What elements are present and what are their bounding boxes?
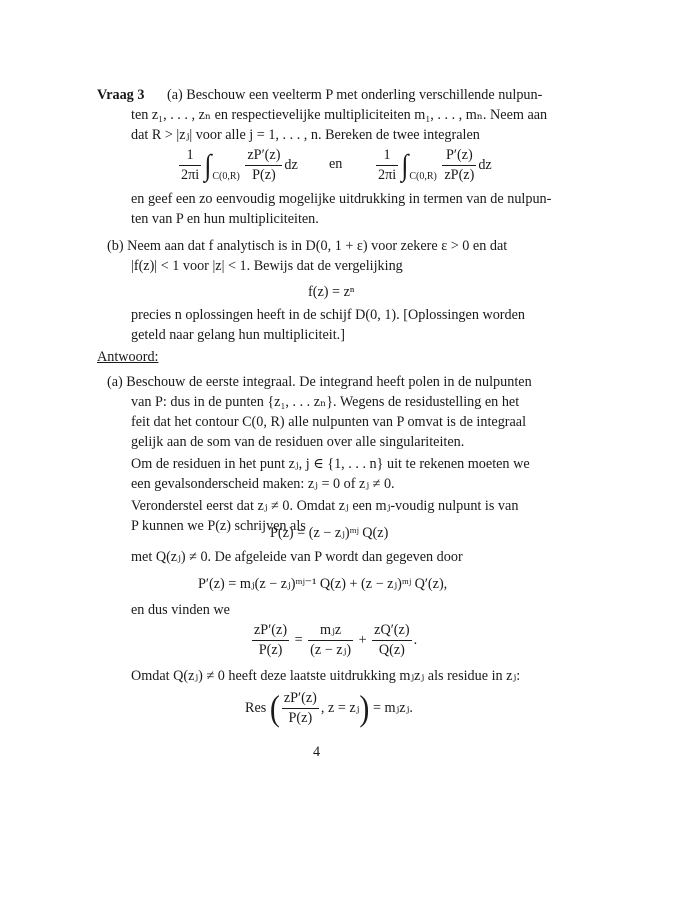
- question-a-after-2: ten van P en hun multipliciteiten.: [131, 211, 319, 227]
- answer-p2-line-2: een gevalsonderscheid maken: zⱼ = 0 of zⱼ ≠ 0.: [131, 476, 395, 492]
- answer-equation-2: P′(z) = mⱼ(z − zⱼ)ᵐʲ⁻¹ Q(z) + (z − zⱼ)ᵐʲ Q′(z),: [198, 576, 448, 592]
- question-a-line-1: (a) Beschouw een veelterm P met onderling verschillende nulpun-: [167, 87, 543, 103]
- answer-equation-1: P(z) = (z − zⱼ)ᵐʲ Q(z): [270, 525, 389, 541]
- integral-1: $\frac{1}{2\pi i}$ $\int_{C(0,R)}$ $\frac{zP'(z)}{P(z)}$ dz: [181, 147, 298, 183]
- question-a-after-1: en geef een zo eenvoudig mogelijke uitdrukking in termen van de nulpun-: [131, 191, 552, 207]
- answer-equation-4: Res ( $\frac{zP'(z)}{P(z)}$ , z = zⱼ) = mⱼzⱼ.: [245, 688, 413, 728]
- question-a-line-3: dat R > |zⱼ| voor alle j = 1, . . . , n. Bereken de twee integralen: [131, 127, 480, 143]
- answer-p1-line-1: (a) Beschouw de eerste integraal. De integrand heeft polen in de nulpunten: [107, 374, 532, 390]
- answer-equation-3: $\frac{zP'(z)}{P(z)}$ = $\frac{\text{mⱼz}}{\text{(z − zⱼ)}}$ + $\frac{zQ'(z)}{Q(z)}$ .: [254, 622, 418, 658]
- question-b-line-2: |f(z)| < 1 voor |z| < 1. Bewijs dat de vergelijking: [131, 258, 403, 274]
- answer-p3-line-2: P kunnen we P(z) schrijven als: [131, 518, 306, 534]
- answer-p2-line-1: Om de residuen in het punt zⱼ, j ∈ {1, . . . n} uit te rekenen moeten we: [131, 456, 530, 472]
- answer-p1-line-2: van P: dus in de punten {z₁, . . . zₙ}. Wegens de residustelling en het: [131, 394, 520, 410]
- question-b-line-1: (b) Neem aan dat f analytisch is in D(0, 1 + ε) voor zekere ε > 0 en dat: [107, 238, 508, 254]
- answer-p3-line-1: Veronderstel eerst dat zⱼ ≠ 0. Omdat zⱼ een mⱼ-voudig nulpunt is van: [131, 498, 519, 514]
- answer-p1-line-3: feit dat het contour C(0, R) alle nulpunten van P omvat is de integraal: [131, 414, 527, 430]
- answer-p1-line-4: gelijk aan de som van de residuen over alle singulariteiten.: [131, 434, 465, 450]
- question-a-line-2: ten z₁, . . . , zₙ en respectievelijke multipliciteiten m₁, . . . , mₙ. Neem aan: [131, 107, 548, 123]
- integral-2: $\frac{1}{2\pi i}$ $\int_{C(0,R)}$ $\frac{P'(z)}{zP(z)}$ dz: [378, 147, 492, 183]
- integral-connector: en: [329, 156, 343, 172]
- answer-heading: Antwoord:: [97, 349, 159, 365]
- question-label: Vraag 3: [97, 87, 145, 103]
- question-b-after-1: precies n oplossingen heeft in de schijf D(0, 1). [Oplossingen worden: [131, 307, 526, 323]
- answer-p6: Omdat Q(zⱼ) ≠ 0 heeft deze laatste uitdrukking mⱼzⱼ als residue in zⱼ:: [131, 668, 521, 684]
- question-b-after-2: geteld naar gelang hun multipliciteit.]: [131, 327, 345, 343]
- answer-p5: en dus vinden we: [131, 602, 230, 618]
- page-number: 4: [313, 744, 321, 760]
- question-b-equation: f(z) = zⁿ: [308, 284, 355, 300]
- answer-p4: met Q(zⱼ) ≠ 0. De afgeleide van P wordt dan gegeven door: [131, 549, 463, 565]
